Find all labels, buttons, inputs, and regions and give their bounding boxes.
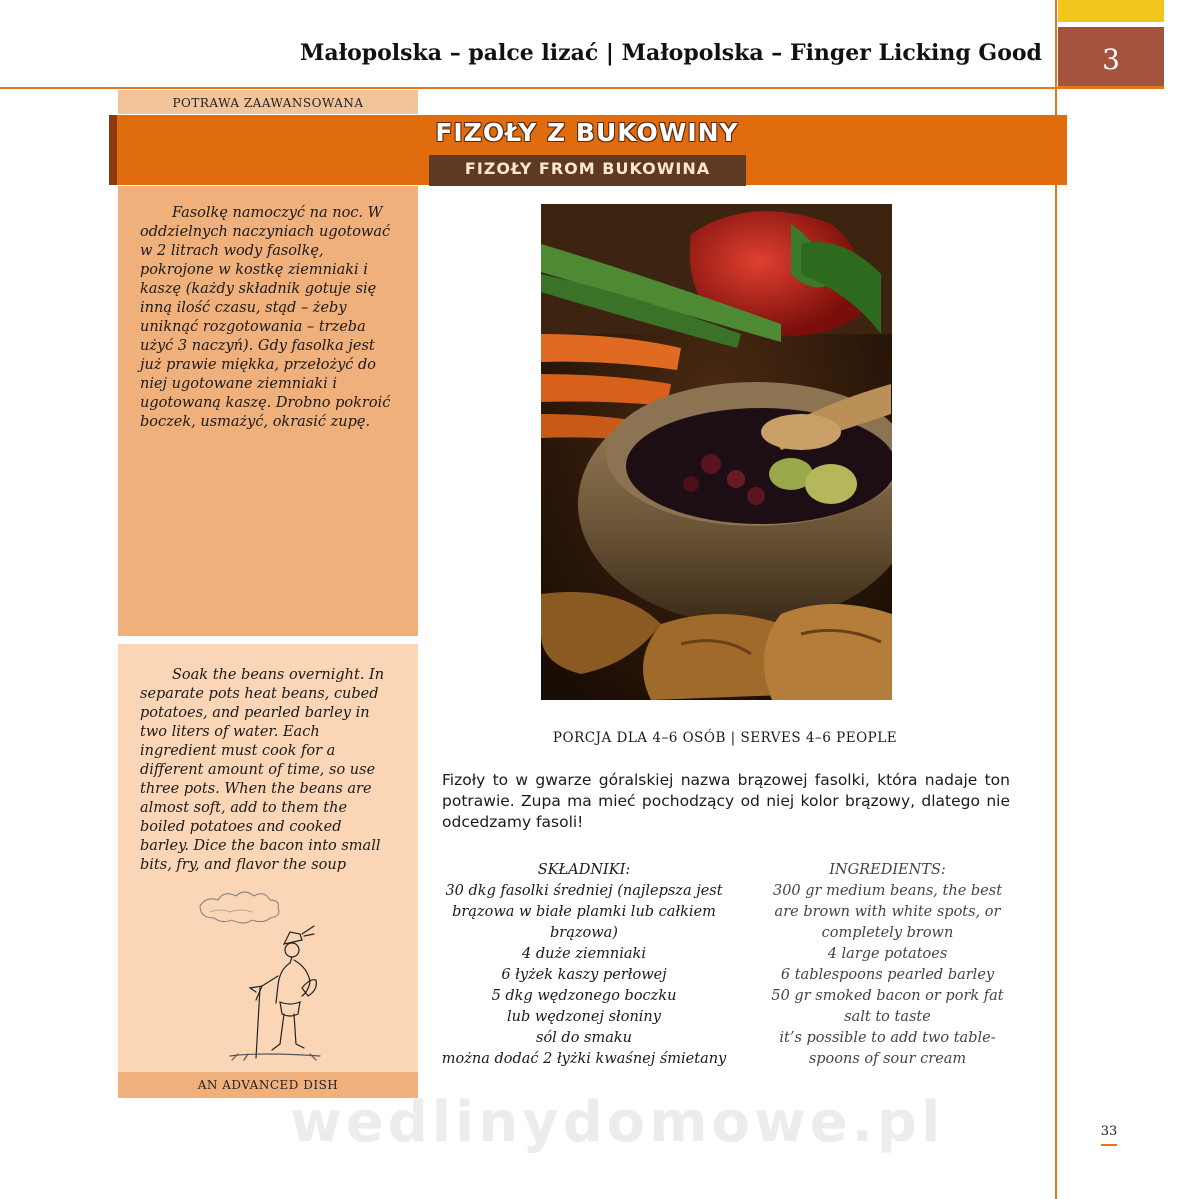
ingredient-line: 5 dkg wędzonego boczku [491, 988, 677, 1004]
instructions-text-en: Soak the beans overnight. In separate pots heat beans, cubed potatoes, and pearled barley in two liters of water. Each ingredient must cook for a different amount of time, so use three pots. When the beans are almost soft, add to them the boiled potatoes and cooked barley. Dice the bacon into small bits, fry, and flavor the soup [140, 667, 385, 873]
ingredient-line: 50 gr smoked bacon or pork fat [771, 988, 1004, 1004]
ingredient-line: spoons of sour cream [808, 1051, 967, 1067]
ingredient-line: 6 tablespoons pearled barley [780, 967, 995, 983]
running-header-title: Małopolska – palce lizać | Małopolska – Finger Licking Good [300, 40, 1042, 66]
recipe-title-en: FIZOŁY FROM BUKOWINA [464, 159, 711, 178]
ingredients-heading-pl: SKŁADNIKI: [537, 862, 631, 878]
ingredient-line: 300 gr medium beans, the best [772, 883, 1003, 899]
ingredient-line: are brown with white spots, or [774, 904, 1001, 920]
ingredient-line: lub wędzonej słoniny [507, 1009, 661, 1025]
ingredient-line: 30 dkg fasolki średniej (najlepsza jest [445, 883, 723, 899]
instructions-text-pl: Fasolkę namoczyć na noc. W oddzielnych naczyniach ugotować w 2 litrach wody fasolkę, pokrojone w kostkę ziemniaki i kaszę (każdy składnik gotuje się inną ilość czasu, stąd – żeby uniknąć rozgotowania – trzeba użyć 3 naczyń). Gdy fasolka jest już prawie miękka, przełożyć do niej ugotowane ziemniaki i ugotowaną kaszę. Drobno pokroić boczek, usmażyć, okrasić zupę. [140, 205, 391, 430]
header-rule [0, 87, 1060, 89]
ingredient-line: 4 large potatoes [827, 946, 948, 962]
ingredient-line: 4 duże ziemniaki [522, 946, 646, 962]
ingredients-pl [438, 860, 730, 1070]
page-number: 33 [1100, 1124, 1118, 1139]
chapter-tab-accent [1058, 0, 1164, 22]
ingredient-line: salt to taste [844, 1009, 931, 1025]
highlander-illustration [190, 878, 340, 1064]
ingredients-heading-en: INGREDIENTS: [829, 862, 946, 878]
ingredient-line: it’s possible to add two table- [779, 1030, 996, 1046]
dish-photo [541, 204, 892, 700]
chapter-tab: 3 [1058, 27, 1164, 88]
ingredient-line: brązowa) [550, 925, 618, 941]
ingredient-line: 6 łyżek kaszy perłowej [501, 967, 667, 983]
title-banner-edge [109, 115, 117, 185]
ingredients-en [760, 860, 1015, 1070]
ingredient-line: można dodać 2 łyżki kwaśnej śmietany [441, 1051, 727, 1067]
recipe-title-pl: FIZOŁY Z BUKOWINY [435, 118, 739, 147]
recipe-intro: Fizoły to w gwarze góralskiej nazwa brązowej fasolki, która nadaje ton potrawie. Zupa ma mieć pochodzący od niej kolor brązowy, dlatego nie odcedzamy fasoli! [442, 771, 1010, 831]
difficulty-label-en: AN ADVANCED DISH [118, 1072, 418, 1098]
difficulty-label-pl: POTRAWA ZAAWANSOWANA [118, 90, 418, 114]
page-number-rule [1101, 1144, 1117, 1146]
instructions-panel-pl [118, 186, 418, 636]
ingredient-line: completely brown [821, 925, 954, 941]
serving-size: PORCJA DLA 4–6 OSÓB | SERVES 4–6 PEOPLE [552, 730, 898, 746]
ingredient-line: brązowa w białe plamki lub całkiem [452, 904, 716, 920]
watermark: wedlinydomowe.pl [290, 1090, 945, 1155]
ingredient-line: sól do smaku [536, 1030, 632, 1046]
chapter-tab-underline [1058, 86, 1164, 89]
